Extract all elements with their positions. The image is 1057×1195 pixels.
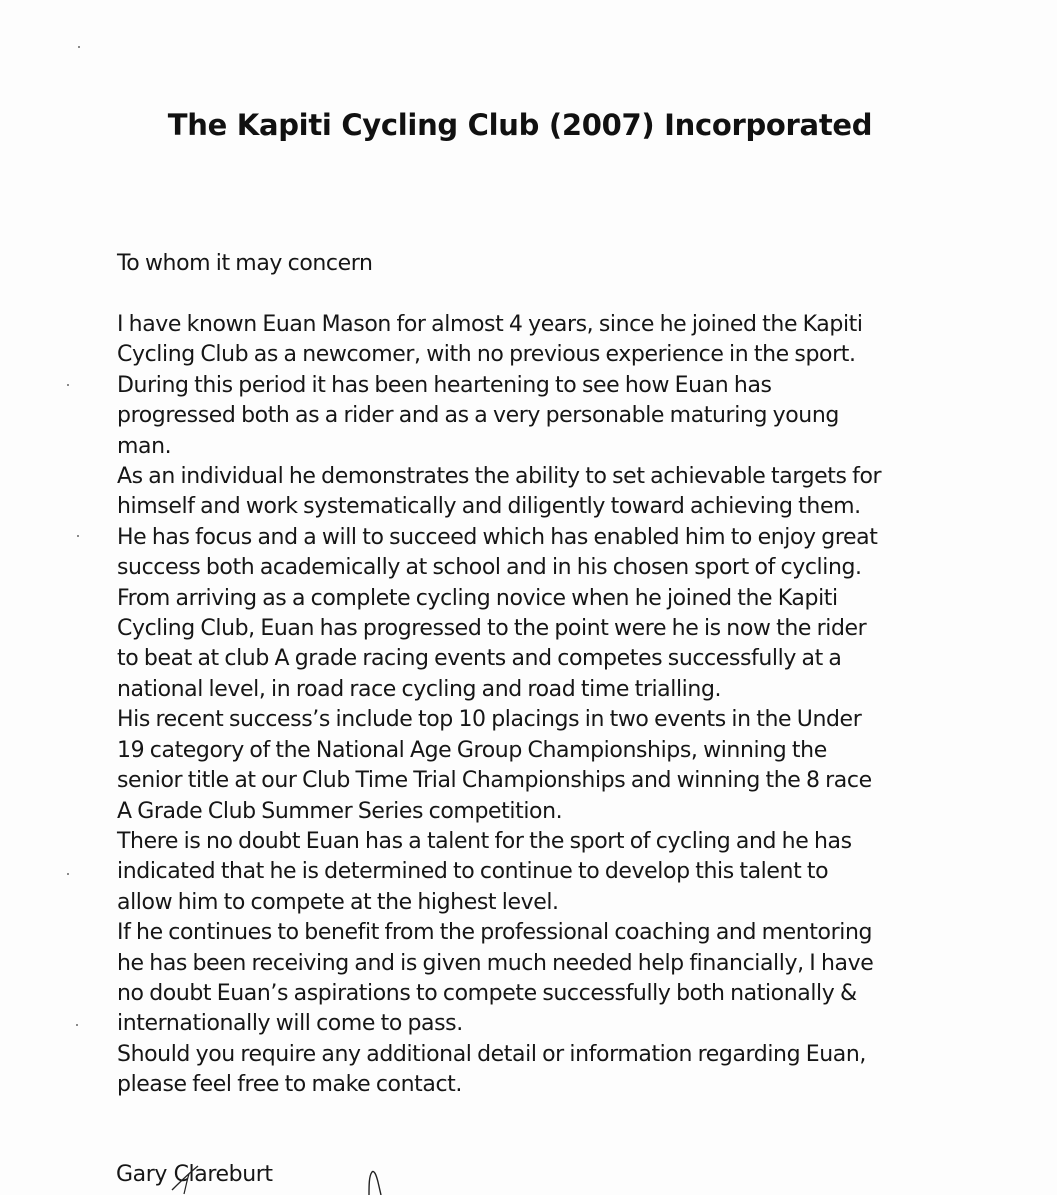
body-line: please feel free to make contact. xyxy=(117,1072,462,1098)
letter-body xyxy=(117,310,967,1101)
body-line: During this period it has been heartening to see how Euan has xyxy=(117,372,772,398)
scan-speck xyxy=(78,46,80,48)
body-line: allow him to compete at the highest level. xyxy=(117,889,559,915)
body-line: man. xyxy=(117,433,172,459)
body-line: If he continues to benefit from the professional coaching and mentoring xyxy=(117,920,873,946)
body-line: success both academically at school and in his chosen sport of cycling. xyxy=(117,555,862,581)
body-line: From arriving as a complete cycling novice when he joined the Kapiti xyxy=(117,585,838,611)
salutation: To whom it may concern xyxy=(117,251,373,276)
scan-speck xyxy=(77,535,79,537)
body-line: Cycling Club as a newcomer, with no previous experience in the sport. xyxy=(117,342,856,368)
body-line: no doubt Euan’s aspirations to compete successfully both nationally & xyxy=(117,980,857,1006)
letter-title: The Kapiti Cycling Club (2007) Incorporated xyxy=(167,108,873,142)
body-line: He has focus and a will to succeed which has enabled him to enjoy great xyxy=(117,524,878,550)
body-line: progressed both as a rider and as a very personable maturing young xyxy=(117,403,839,429)
signature-stroke xyxy=(360,1160,390,1195)
body-line: There is no doubt Euan has a talent for the sport of cycling and he has xyxy=(117,828,852,854)
body-line: national level, in road race cycling and road time trialling. xyxy=(117,676,722,702)
scan-speck xyxy=(67,873,69,875)
body-line: senior title at our Club Time Trial Championships and winning the 8 race xyxy=(117,768,872,794)
body-line: His recent success’s include top 10 placings in two events in the Under xyxy=(117,707,862,733)
scan-speck xyxy=(76,1024,78,1026)
body-line: A Grade Club Summer Series competition. xyxy=(117,798,563,824)
signature-stroke xyxy=(170,1160,210,1195)
body-line: indicated that he is determined to continue to develop this talent to xyxy=(117,859,829,885)
body-line: Cycling Club, Euan has progressed to the point were he is now the rider xyxy=(117,616,867,642)
body-line: he has been receiving and is given much needed help financially, I have xyxy=(117,950,874,976)
body-line: As an individual he demonstrates the ability to set achievable targets for xyxy=(117,464,882,490)
body-line: 19 category of the National Age Group Championships, winning the xyxy=(117,737,827,763)
body-line: himself and work systematically and diligently toward achieving them. xyxy=(117,494,861,520)
body-line: to beat at club A grade racing events and competes successfully at a xyxy=(117,646,842,672)
signatory-name: Gary Clareburt xyxy=(116,1162,273,1187)
body-line: internationally will come to pass. xyxy=(117,1011,463,1037)
body-line: I have known Euan Mason for almost 4 years, since he joined the Kapiti xyxy=(117,312,863,337)
body-line: Should you require any additional detail or information regarding Euan, xyxy=(117,1041,867,1067)
scan-speck xyxy=(67,384,69,386)
